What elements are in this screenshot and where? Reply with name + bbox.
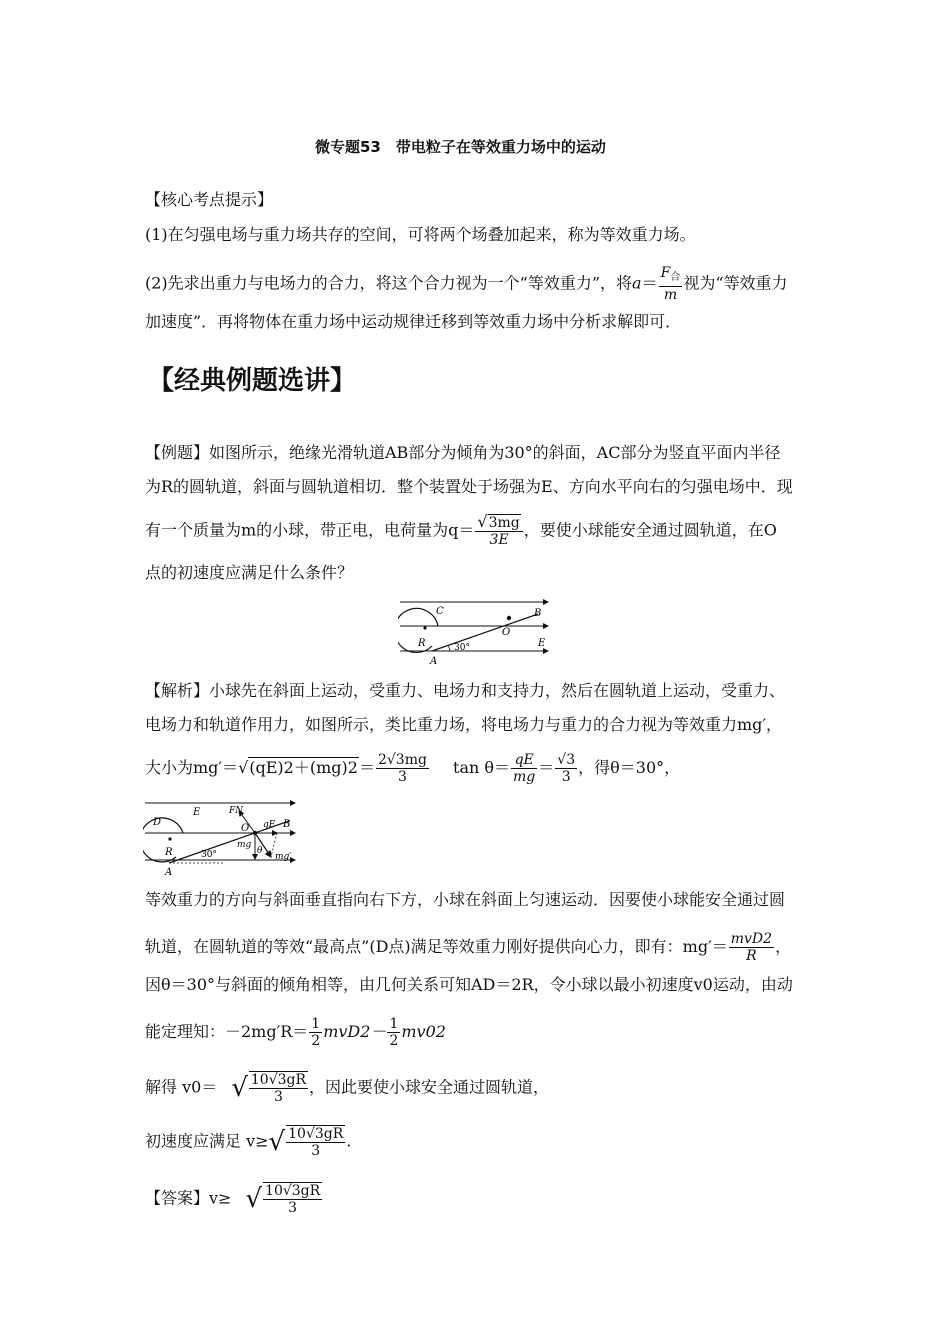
label-e: E — [538, 638, 546, 649]
analysis-line-2: 电场力和轨道作用力，如图所示，类比重力场，将电场力与重力的合力视为等效重力mg′， — [145, 715, 783, 734]
label-e: E — [193, 807, 201, 818]
analysis2-line-1: 等效重力的方向与斜面垂直指向右下方，小球在斜面上匀速运动．因要使小球能安全通过圆 — [145, 890, 786, 909]
figure-2 — [143, 797, 301, 877]
label-o: O — [241, 823, 250, 834]
figure-1 — [398, 594, 553, 666]
core-point-2: (2)先求出重力与电场力的合力，将这个合力视为一个“等效重力”，将a＝ $\frac{F_合}{m}$ 视为“等效重力 — [145, 265, 788, 303]
circle-center — [168, 837, 171, 840]
label-angle: 30° — [454, 643, 470, 653]
label-c: C — [436, 606, 444, 617]
example-line-3: 有一个质量为m的小球，带正电，电荷量为q＝ $\frac{√3mg}{3E}$ ，要使小球能安全通过圆轨道，在O — [145, 512, 777, 548]
circle-center — [423, 626, 426, 629]
label-a: A — [165, 867, 173, 877]
label-angle: 30° — [201, 850, 217, 860]
label-b: B — [534, 608, 542, 619]
circular-track — [143, 818, 183, 862]
ball-o — [507, 616, 511, 620]
label-o: O — [502, 627, 511, 638]
label-fn: FN — [229, 806, 244, 816]
label-qe: qE — [263, 820, 276, 830]
answer-fraction: $\frac{10√3gR}{3}$ — [265, 1183, 321, 1216]
analysis-line-3: 大小为mg′＝√(qE)2＋(mg)2＝ $\frac{2√3mg}{3}$ tan θ＝ $\frac{qE}{mg}$ ＝ $\frac{√3}{3}$ ，得θ＝30°， — [145, 752, 681, 785]
page-title: 微专题53 带电粒子在等效重力场中的运动 — [315, 138, 606, 156]
label-r: R — [165, 847, 173, 858]
example-line-1: 【例题】如图所示，绝缘光滑轨道AB部分为倾角为30°的斜面，AC部分为竖直平面内半径 — [145, 443, 781, 462]
tan-fraction: $\frac{qE}{mg}$ — [513, 752, 536, 785]
mg-prime-fraction: $\frac{2√3mg}{3}$ — [377, 752, 427, 785]
analysis2-line-5: 解得 v0＝ √ $\frac{10√3gR}{3}$ ，因此要使小球安全通过圆轨道， — [145, 1072, 550, 1105]
answer-line: 【答案】v≥ √ $\frac{10√3gR}{3}$ — [145, 1183, 321, 1216]
half-fraction-2: $\frac{1}{2}$ — [389, 1016, 399, 1049]
charge-fraction: $\frac{√3mg}{3E}$ — [475, 514, 522, 548]
accel-fraction: $\frac{F_合}{m}$ — [660, 265, 681, 303]
v0-fraction: $\frac{10√3gR}{3}$ — [250, 1072, 307, 1105]
label-d: D — [153, 817, 162, 828]
label-mg: mg — [237, 840, 252, 850]
core-point-2-cont: 加速度”．再将物体在重力场中运动规律迁移到等效重力场中分析求解即可． — [145, 312, 682, 331]
analysis-line-1: 【解析】小球先在斜面上运动，受重力、电场力和支持力，然后在圆轨道上运动，受重力、 — [145, 681, 786, 700]
core-heading: 【核心考点提示】 — [145, 190, 274, 209]
analysis2-line-3: 因θ＝30°与斜面的倾角相等，由几何关系可知AD＝2R，令小球以最小初速度v0运动，由动 — [145, 975, 793, 994]
centripetal-fraction: $\frac{\text{mvD2}}{R}$ — [730, 931, 773, 964]
root3-fraction: $\frac{√3}{3}$ — [557, 752, 576, 785]
analysis2-line-4: 能定理知：－2mg′R＝ $\frac{1}{2}$ mvD2－ $\frac{1}{2}$ mv02 — [145, 1016, 446, 1049]
v-min-fraction: $\frac{10√3gR}{3}$ — [288, 1126, 344, 1159]
core-point-1: (1)在匀强电场与重力场共存的空间，可将两个场叠加起来，称为等效重力场。 — [145, 225, 696, 244]
example-line-2: 为R的圆轨道，斜面与圆轨道相切．整个装置处于场强为E、方向水平向右的匀强电场中．现 — [145, 477, 793, 496]
label-r: R — [418, 638, 426, 649]
analysis2-line-6: 初速度应满足 v≥√ $\frac{10√3gR}{3}$ . — [145, 1126, 352, 1159]
analysis2-line-2: 轨道，在圆轨道的等效“最高点”(D点)满足等效重力刚好提供向心力，即有：mg′＝ $\frac{\text{mvD2}}{R}$ ， — [145, 931, 792, 964]
label-a: A — [430, 656, 438, 666]
label-theta: θ — [257, 846, 263, 856]
label-b: B — [283, 819, 291, 830]
half-fraction-1: $\frac{1}{2}$ — [311, 1016, 321, 1049]
label-mg-prime: mg′ — [275, 852, 292, 862]
section-heading: 【经典例题选讲】 — [148, 366, 357, 396]
example-line-4: 点的初速度应满足什么条件？ — [145, 563, 354, 582]
